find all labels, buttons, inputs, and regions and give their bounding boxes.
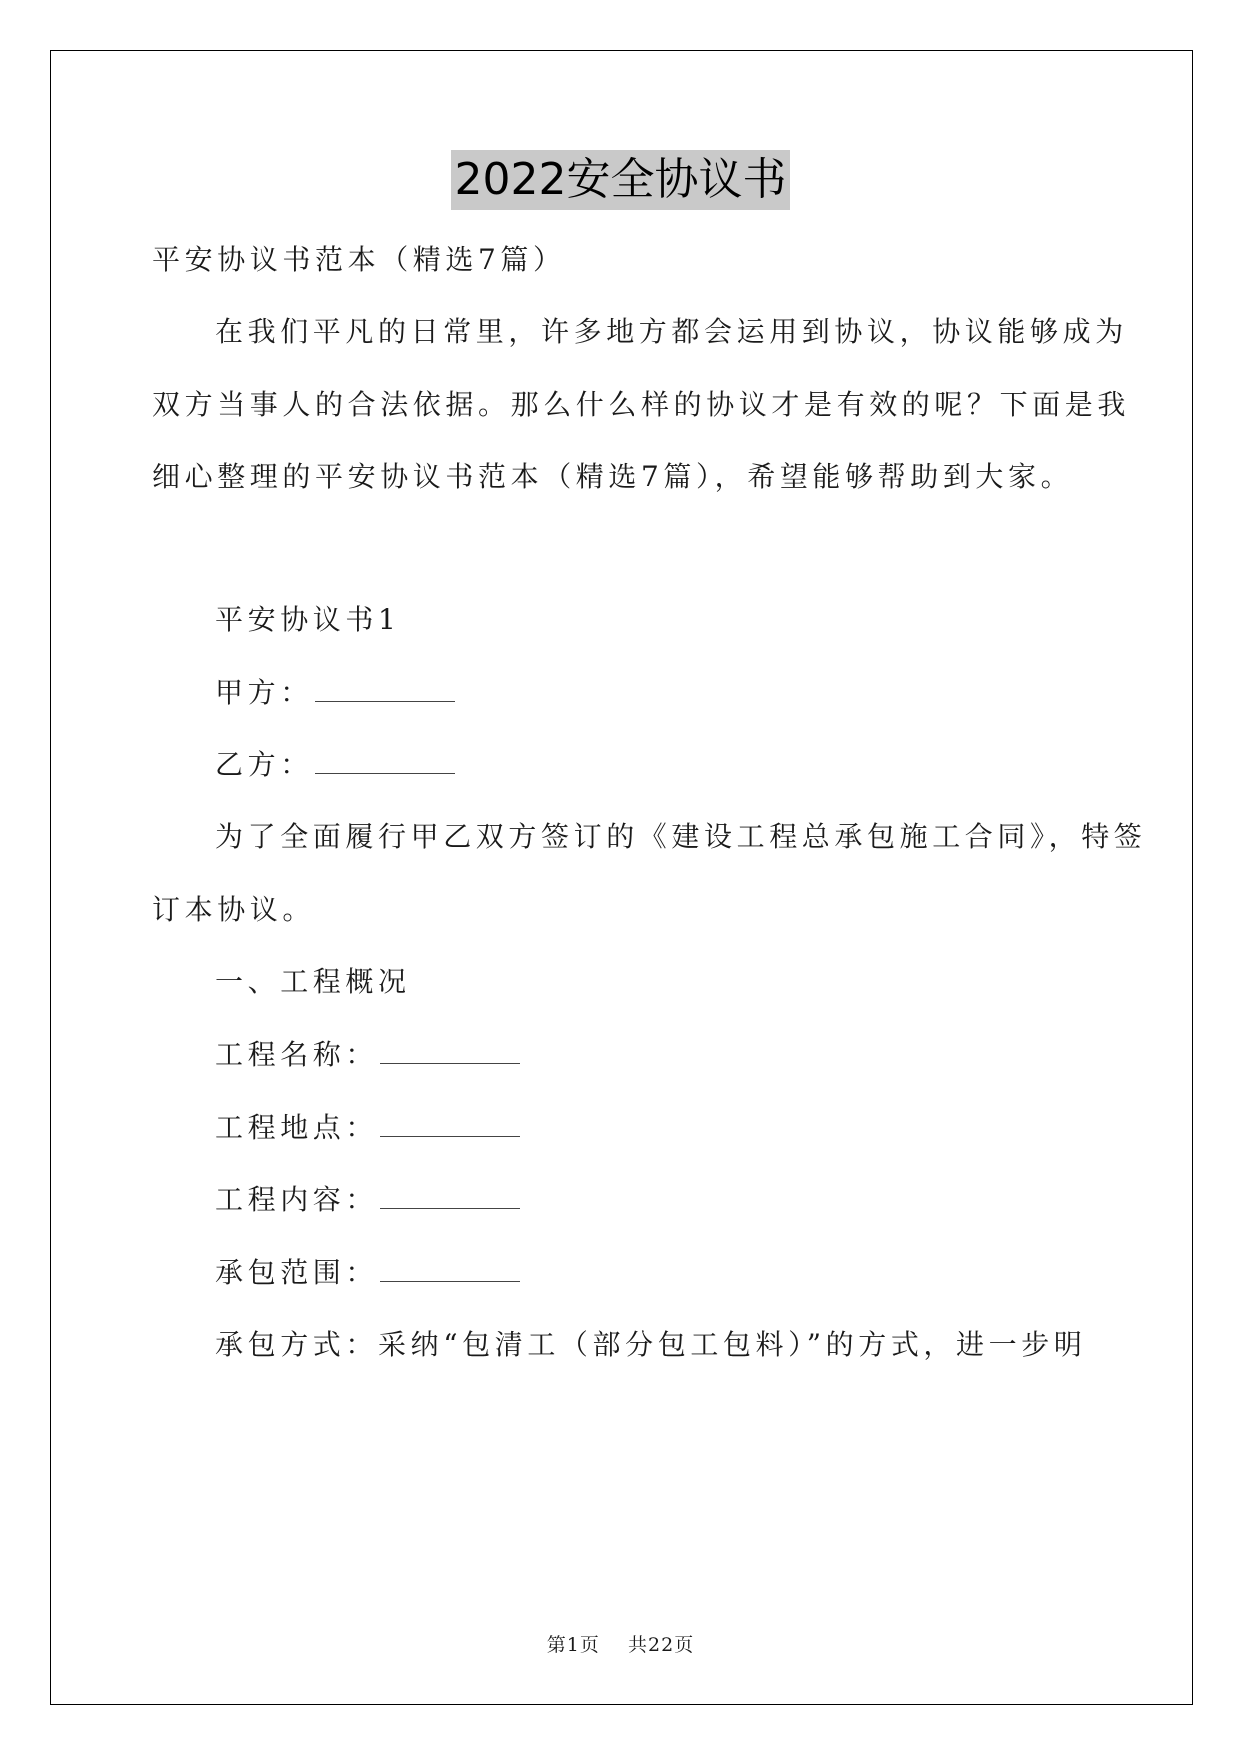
purpose-line-1: 为了全面履行甲乙双方签订的《建设工程总承包施工合同》，特签 [215, 820, 1147, 853]
project-location-label: 工程地点： [215, 1111, 379, 1144]
project-content-row [215, 1180, 520, 1220]
contract-scope-label: 承包范围： [215, 1256, 379, 1289]
party-b-label: 乙方： [215, 748, 313, 781]
purpose-line-2: 订本协议。 [152, 893, 316, 926]
contract-scope-row [215, 1253, 520, 1293]
overview-heading: 一、工程概况 [215, 965, 411, 998]
intro-line-3: 细心整理的平安协议书范本（精选7篇），希望能够帮助到大家。 [152, 460, 1074, 493]
party-a-blank [315, 679, 455, 702]
project-location-row [215, 1108, 520, 1148]
party-a-row [215, 673, 455, 713]
party-a-label: 甲方： [215, 676, 313, 709]
project-name-label: 工程名称： [215, 1038, 379, 1071]
contract-scope-blank [380, 1259, 520, 1282]
document-title: 2022安全协议书 [451, 150, 791, 210]
project-location-blank [380, 1114, 520, 1137]
document-subtitle: 平安协议书范本（精选7篇） [152, 243, 566, 276]
page-footer: 第1页 共22页 [546, 1634, 695, 1656]
project-content-blank [380, 1186, 520, 1209]
intro-line-2: 双方当事人的合法依据。那么什么样的协议才是有效的呢？下面是我 [152, 388, 1131, 421]
contract-method-line: 承包方式：采纳“包清工（部分包工包料）”的方式，进一步明 [215, 1328, 1087, 1361]
project-content-label: 工程内容： [215, 1183, 379, 1216]
section-heading: 平安协议书1 [215, 603, 401, 636]
title-container [0, 150, 1241, 210]
project-name-row [215, 1035, 520, 1075]
party-b-row [215, 745, 455, 785]
party-b-blank [315, 751, 455, 774]
intro-line-1: 在我们平凡的日常里，许多地方都会运用到协议，协议能够成为 [215, 315, 1128, 348]
page-border [50, 50, 1193, 1705]
project-name-blank [380, 1041, 520, 1064]
